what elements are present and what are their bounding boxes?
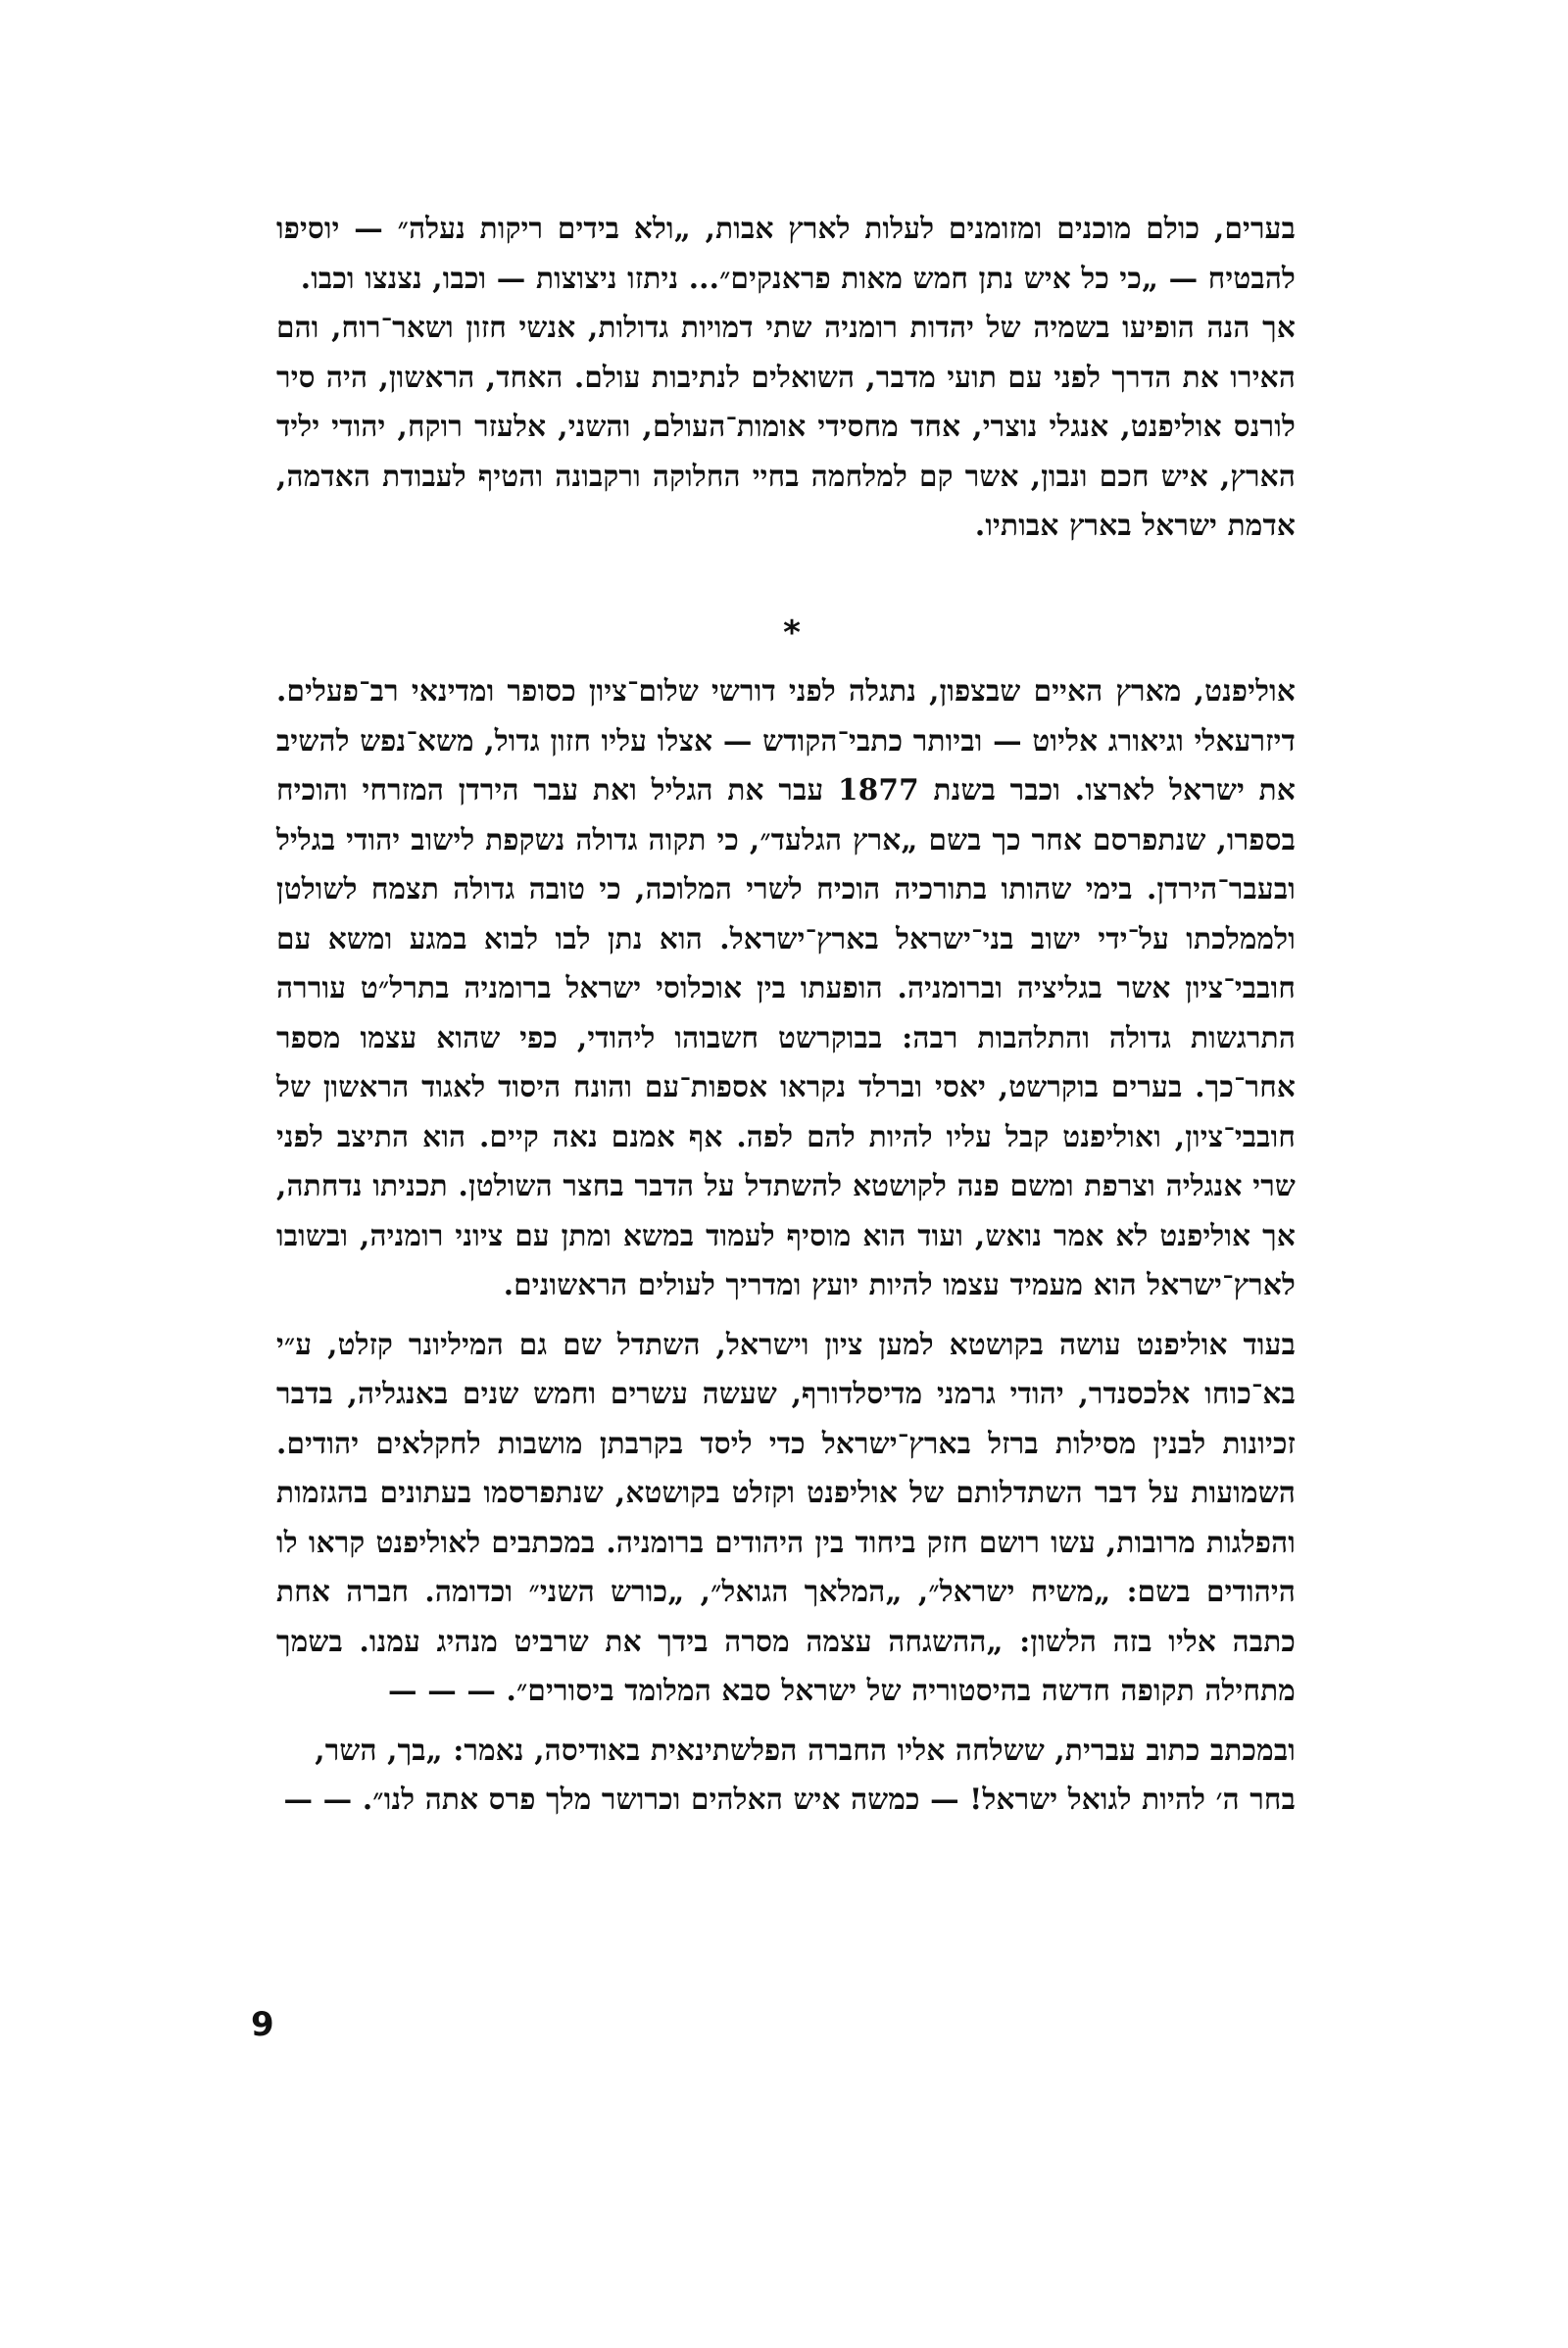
page-number: 9 [251,2005,274,2044]
paragraph-3: אוליפנט, מארץ האיים שבצפון, נתגלה לפני דורשי שלום־ציון כסופר ומדינאי רב־פעלים. דיזרעאלי וגיאורג אליוט — וביותר כתבי־הקודש — אצלו עליו חזון גדול, משא־נפש להשיב את ישראל לארצו. וכבר בשנת 1877 עבר את הגליל ואת עבר הירדן המזרחי והוכיח בספרו, שנתפרסם אחר כך בשם „ארץ הגלעד״, כי תקוה גדולה נשקפת לישוב יהודי בגליל ובעבר־הירדן. בימי שהותו בתורכיה הוכיח לשרי המלוכה, כי טובה גדולה תצמח לשולטן ולממלכתו על־ידי ישוב בני־ישראל בארץ־ישראל. הוא נתן לבו לבוא במגע ומשא עם חובבי־ציון אשר בגליציה וברומניה. הופעתו בין אוכלוסי ישראל ברומניה בתרל״ט עוררה התרגשות גדולה והתלהבות רבה: בבוקרשט חשבוהו ליהודי, כפי שהוא עצמו מספר אחר־כך. בערים בוקרשט, יאסי וברלד נקראו אספות־עם והונח היסוד לאגוד הראשון של חובבי־ציון, ואוליפנט קבל עליו להיות להם לפה. אף אמנם נאה קיים. הוא התיצב לפני שרי אנגליה וצרפת ומשם פנה לקושטא להשתדל על הדבר בחצר השולטן. תכניתו נדחתה, אך אוליפנט לא אמר נואש, ועוד הוא מוסיף לעמוד במשא ומתן עם ציוני רומניה, ובשובו לארץ־ישראל הוא מעמיד עצמו להיות יועץ ומדריך לעולים הראשונים. [276,673,1296,1301]
paragraph-5: ובמכתב כתוב עברית, ששלחה אליו החברה הפלשתינאית באודיסה, נאמר: „בך, השר, בחר ה׳ להיות לגואל ישראל! — כמשה איש האלהים וכרושר מלך פרס אתה לנו״. — — [283,1732,1296,1816]
top-text-block [276,204,1296,551]
paragraph-4: בעוד אוליפנט עושה בקושטא למען ציון וישראל, השתדל שם גם המיליונר קזלט, ע״י בא־כוחו אלכסנדר, יהודי גרמני מדיסלדורף, שעשה עשרים וחמש שנים באנגליה, בדבר זכיונות לבנין מסילות ברזל בארץ־ישראל כדי ליסד בקרבתן מושבות לחקלאים יהודים. השמועות על דבר השתדלותם של אוליפנט וקזלט בקושטא, שנתפרסמו בעתונים בהגזמות והפלגות מרובות, עשו רושם חזק ביחוד בין היהודים ברומניה. במכתבים לאוליפנט קראו לו היהודים בשם: „משיח ישראל״, „המלאך הגואל״, „כורש השני״ וכדומה. חברה אחת כתבה אליו בזה הלשון: „ההשגחה עצמה מסרה בידך את שרביט מנהיג עמנו. בשמך מתחילה תקופה חדשה בהיסטוריה של ישראל סבא המלומד ביסורים״. — — — [276,1326,1296,1707]
paragraph-1: בערים, כולם מוכנים ומזומנים לעלות לארץ אבות, „ולא בידים ריקות נעלה״ — יוסיפו להבטיח — „כי כל איש נתן חמש מאות פראנקים״... ניתזו ניצוצות — וכבו, נצנצו וכבו. [276,211,1296,295]
main-text-block [276,666,1296,1825]
section-separator: * [783,613,801,653]
paragraph-2: אך הנה הופיעו בשמיה של יהדות רומניה שתי דמויות גדולות, אנשי חזון ושאר־רוח, והם האירו את הדרך לפני עם תועי מדבר, השואלים לנתיבות עולם. האחד, הראשון, היה סיר לורנס אוליפנט, אנגלי נוצרי, אחד מחסידי אומות־העולם, והשני, אלעזר רוקח, יהודי יליד הארץ, איש חכם ונבון, אשר קם למלחמה בחיי החלוקה ורקבונה והטיף לעבודת האדמה, אדמת ישראל בארץ אבותיו. [276,310,1296,542]
